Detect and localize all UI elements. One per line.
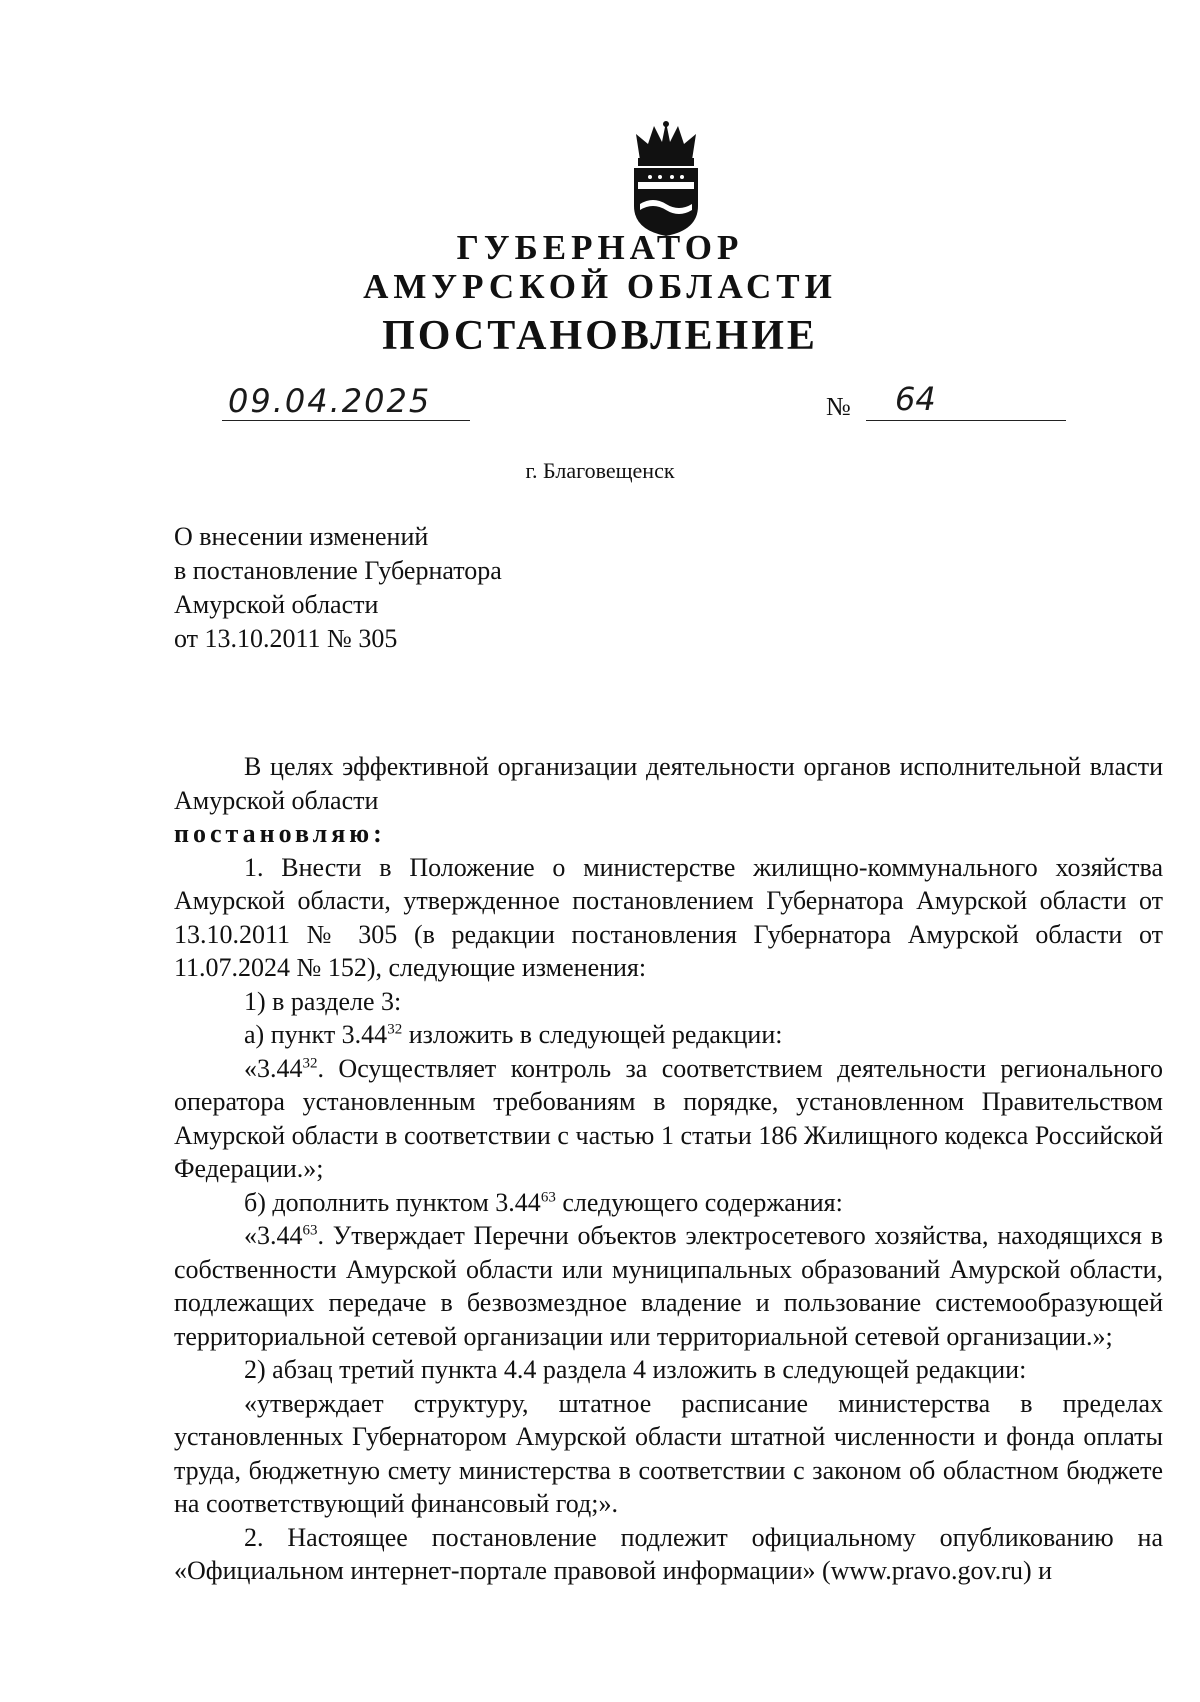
document-number-handwritten: 64 [895, 380, 936, 418]
clause-2: 2. Настоящее постановление подлежит официальному опубликованию на «Официальном интернет-портале правовой информации» (www.pravo.gov.ru) и [174, 1522, 1163, 1585]
number-underline [866, 420, 1066, 421]
quote-3-44-32: «3.44$^{32}$. Осуществляет контроль за соответствием деятельности регионального оператора установленным требованиям в порядке, установленном Правительством Амурской области в соответствии с частью 1 статьи 186 Жилищного кодекса Российской Федерации.»; [174, 1053, 1163, 1183]
clause-1-item-1a: а) пункт 3.44$^{32}$ изложить в следующей редакции: [244, 1020, 783, 1049]
city-label: г. Благовещенск [525, 458, 675, 483]
decree-word: постановляю: [174, 819, 386, 848]
quote-3-44-63: «3.44$^{63}$. Утверждает Перечни объектов электросетевого хозяйства, находящихся в собственности Амурской области или муниципальных образований Амурской области, подлежащих передаче в безвозмездное владение и пользование системообразующей территориальной сетевой организации или территориальной сетевой организации.»; [174, 1221, 1163, 1351]
header-governor: ГУБЕРНАТОР [456, 228, 744, 267]
intro-paragraph: В целях эффективной организации деятельности органов исполнительной власти Амурской области [174, 752, 1163, 815]
subject-line: О внесении изменений [174, 522, 429, 551]
document-type-title: ПОСТАНОВЛЕНИЕ [382, 313, 818, 359]
document-body [174, 750, 1163, 1588]
subject-line: от 13.10.2011 № 305 [174, 624, 398, 653]
clause-1-item-1: 1) в разделе 3: [244, 986, 402, 1016]
clause-1-item-2: 2) абзац третий пункта 4.4 раздела 4 изложить в следующей редакции: [244, 1355, 1027, 1384]
subject-line: в постановление Губернатора [174, 556, 502, 585]
header-region: АМУРСКОЙ ОБЛАСТИ [363, 267, 837, 306]
clause-1: 1. Внести в Положение о министерстве жилищно-коммунального хозяйства Амурской области, утвержденное постановлением Губернатора Амурской области от 13.10.2011 № 305 (в редакции постановления Губернатора Амурской области от 11.07.2024 № 152), следующие изменения: [174, 852, 1163, 982]
document-date-handwritten: 09.04.2025 [228, 382, 432, 420]
coat-of-arms-emblem [626, 120, 706, 238]
quote-4-4: «утверждает структуру, штатное расписание министерства в пределах установленных Губернатором Амурской области штатной численности и фонда оплаты труда, бюджетную смету министерства в соответствии с законом об областном бюджете на соответствующий финансовый год;». [174, 1388, 1163, 1518]
clause-1-item-1b: б) дополнить пунктом 3.44$^{63}$ следующего содержания: [244, 1187, 843, 1217]
document-subject [174, 520, 502, 656]
number-sign: № [826, 392, 851, 421]
subject-line: Амурской области [174, 590, 379, 619]
date-underline [222, 420, 470, 421]
